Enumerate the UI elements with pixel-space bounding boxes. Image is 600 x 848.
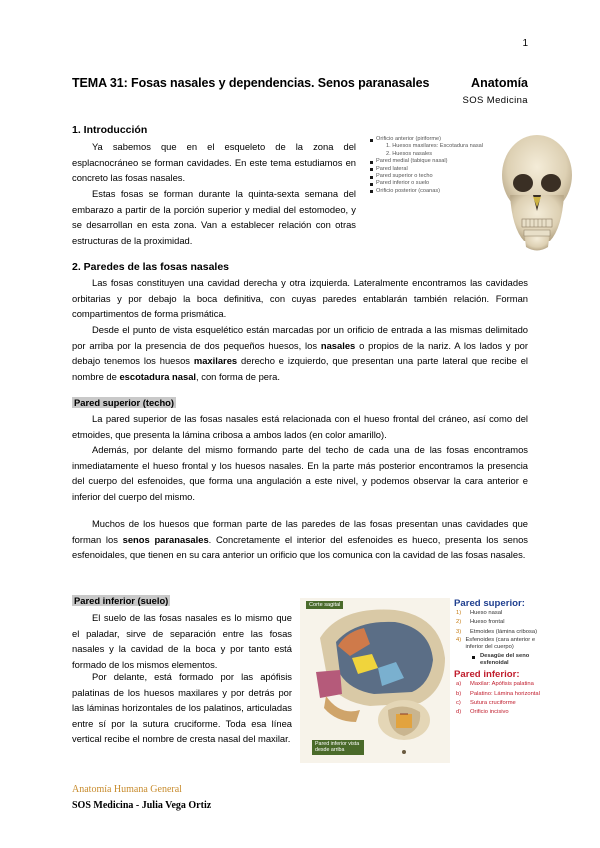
document-subject: Anatomía — [471, 76, 528, 90]
section-heading-intro: 1. Introducción — [72, 124, 148, 136]
sagittal-section-label: Corte sagital — [306, 601, 343, 609]
legend-heading-superior: Pared superior: — [454, 598, 525, 609]
superior-paragraph-2: Además, por delante del mismo formando parte del techo de cada una de las fosas encontramos inmediatamente el hueso frontal y los huesos nasales. En la parte más posterior encontramos la presencia del cuerpo del esfenoides, que forma una angulación a este nivel, y podemos observar la cara anterior e inferior del cuerpo del mismo. — [72, 444, 528, 502]
intro-figure-item: 1. Huesos maxilares: Escotadura nasal — [386, 143, 484, 150]
figure-legend — [454, 598, 546, 718]
legend-item: a) Maxilar: Apófisis palatina — [456, 681, 534, 688]
walls-paragraph-2: Desde el punto de vista esquelético están marcadas por un orificio de entrada a las mismas delimitado por arriba por la presencia de dos pequeños huesos, los nasales o propios de la nariz. A los lados y por debajo tenemos los huesos maxilares derecho e izquierdo, que presentan una parte lateral que recibe el nombre de escotadura nasal, con forma de pera. — [72, 324, 528, 382]
intro-figure-item: Pared lateral — [370, 166, 500, 173]
legend-item: c) Sutura cruciforme — [456, 700, 516, 707]
intro-figure-item: Pared inferior o suelo — [370, 180, 500, 187]
term-nasales: nasales — [320, 339, 356, 351]
inferior-view-label: Pared inferior vista desde arriba — [312, 740, 364, 755]
legend-item: 2) Hueso frontal — [456, 619, 505, 626]
term-maxilares: maxilares — [193, 355, 238, 367]
sagittal-section-illustration — [300, 598, 450, 763]
superior-paragraph-1: La pared superior de las fosas nasales está relacionada con el hueso frontal del cráneo, así como del etmoides, que presenta la lámina cribosa a ambos lados (en color amarillo). — [72, 413, 528, 440]
walls-paragraph-1: Las fosas constituyen una cavidad derecha y otra izquierda. Lateralmente encontramos las cavidades orbitarias y por debajo la boca definitiva, con cuyas paredes entablarán también relación. Forman compartimentos de forma prismática. — [72, 277, 528, 320]
intro-figure-item: 2. Huesos nasales — [386, 150, 433, 157]
page-number: 1 — [522, 38, 528, 49]
intro-figure-item: Orificio anterior (piriforme) — [370, 136, 500, 143]
skull-illustration — [500, 133, 574, 258]
intro-figure-list — [370, 136, 500, 195]
term-senos-paranasales: senos paranasales — [122, 533, 209, 545]
legend-list-inferior — [456, 680, 546, 718]
legend-heading-inferior: Pared inferior: — [454, 669, 520, 681]
legend-list-superior — [456, 609, 546, 667]
document-title: TEMA 31: Fosas nasales y dependencias. Senos paranasales — [72, 76, 430, 90]
walls-figure — [300, 598, 540, 763]
footer-course: Anatomía Humana General — [72, 784, 182, 795]
subheading-superior-wall: Pared superior (techo) — [74, 397, 175, 408]
legend-item: 1) Hueso nasal — [456, 610, 503, 616]
term-escotadura-nasal: escotadura nasal — [119, 370, 197, 382]
inferior-paragraph-1: El suelo de las fosas nasales es lo mismo que el paladar, sirve de separación entre las fosas nasales y la cavidad de la boca y por tanto está formado de los mismos elementos. — [72, 612, 292, 670]
section-heading-walls: 2. Paredes de las fosas nasales — [72, 261, 230, 273]
intro-paragraph-2: Estas fosas se forman durante la quinta-sexta semana del embarazo a partir de la porción superior y medial del estomodeo, y se desarrollan en esta zona. Van a establecer relación con otras estructuras de la proximidad. — [72, 188, 356, 246]
sagittal-skull-icon — [300, 598, 450, 763]
superior-paragraph-3: Muchos de los huesos que forman parte de las paredes de las fosas presentan unas cavidades que forman los senos paranasales. Concretamente el interior del esfenoides es hueco, presenta los senos esfenoidales, que tienen en su cara anterior un orificio que los comunica con la cavidad de las fosas nasales. — [72, 518, 528, 561]
skull-icon — [500, 133, 574, 258]
intro-figure-item: Orificio posterior (coanas) — [370, 188, 500, 195]
legend-item: 3) Etmoides (lámina cribosa) — [456, 628, 538, 635]
legend-subitem: Desagüe del seno esfenoidal — [456, 653, 546, 667]
document-source: SOS Medicina — [462, 95, 528, 106]
subheading-inferior-wall: Pared inferior (suelo) — [74, 595, 169, 606]
footer-author: SOS Medicina - Julia Vega Ortiz — [72, 800, 212, 811]
legend-item: 4) Esfenoides (cara anterior e inferior del cuerpo) — [456, 637, 536, 651]
intro-figure-item: Pared medial (tabique nasal) — [370, 158, 500, 165]
inferior-paragraph-2: Por delante, está formado por las apófisis palatinas de los huesos maxilares y por detrás por las láminas horizontales de los palatinos, articuladas entre sí por la sutura cruciforme. Toda esa línea vertical recibe el nombre de cresta nasal del maxilar. — [72, 671, 292, 745]
intro-paragraph-1: Ya sabemos que en el esqueleto de la zona del esplacnocráneo se forman cavidades. En este tema estudiamos en concreto las fosas nasales. — [72, 141, 356, 184]
legend-item: d) Orificio incisivo — [456, 709, 509, 716]
legend-item: b) Palatino: Lámina horizontal — [456, 690, 540, 697]
intro-figure-item: Pared superior o techo — [370, 173, 500, 180]
